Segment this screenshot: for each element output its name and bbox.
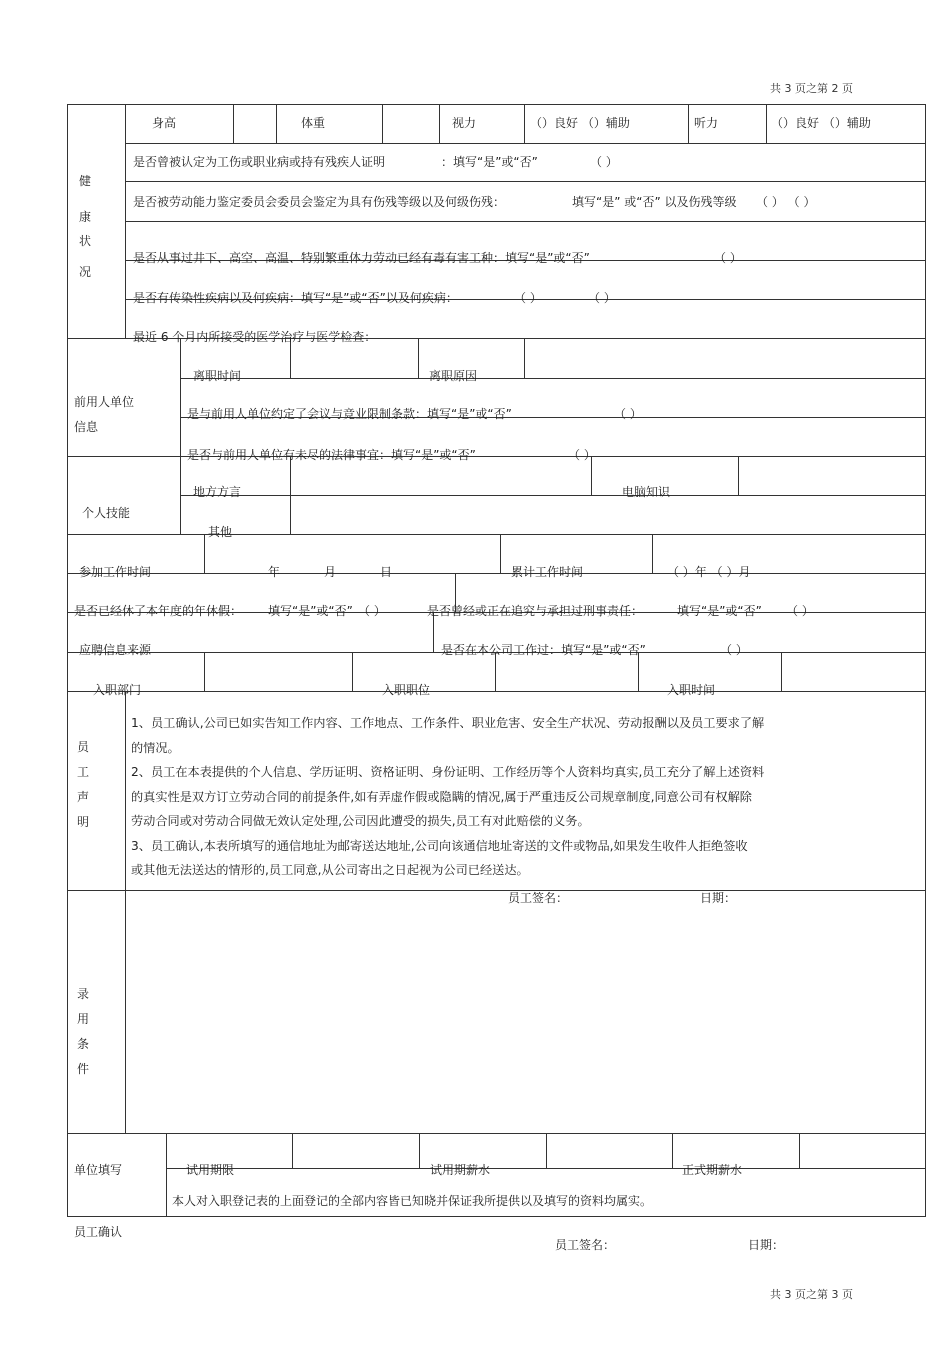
probation-period-field[interactable] <box>294 1135 418 1166</box>
regular-salary-label: 正式期薪水 <box>682 1163 743 1177</box>
disability-instruction: 填写“是” 或“否” 以及伤残等级 <box>572 195 737 209</box>
work-injury-question: 是否曾被认定为工伤或职业病或持有残疾人证明 <box>133 155 386 169</box>
employee-signature-label: 员工签名： <box>555 1238 616 1252</box>
leave-time-field[interactable] <box>292 340 417 376</box>
other-skills-label: 其他 <box>208 525 233 539</box>
legal-matters-question: 是否与前用人单位有未尽的法律事宜：填写“是”或“否” <box>187 448 476 462</box>
hiring-conditions-field[interactable] <box>127 908 924 1132</box>
criminal-liability-answer[interactable]: （ ） <box>786 604 814 618</box>
entry-date-label: 入职时间 <box>667 683 716 697</box>
non-compete-question: 是与前用人单位约定了会议与竞业限制条款：填写“是”或“否” <box>187 407 512 421</box>
criminal-liability-question: 是否曾经或正在追究与承担过刑事责任： <box>427 604 644 618</box>
work-start-label: 参加工作时间 <box>79 565 152 579</box>
entry-department-field[interactable] <box>206 654 351 690</box>
criminal-liability-instruction: 填写“是”或“否” <box>677 604 762 618</box>
infectious-disease-answer[interactable]: （ ） <box>514 291 542 305</box>
employee-signature-field[interactable] <box>615 1230 735 1252</box>
dialect-label: 地方方言 <box>193 485 242 499</box>
job-source-label: 应聘信息来源 <box>79 643 152 657</box>
hearing-label: 听力 <box>694 116 719 130</box>
regular-salary-field[interactable] <box>801 1135 924 1166</box>
page-number-footer: 共 3 页之第 3 页 <box>770 1288 853 1301</box>
health-section-label: 健 康 状 况 <box>78 174 91 279</box>
work-injury-instruction: ：填写“是”或“否” <box>441 155 538 169</box>
hazardous-work-answer[interactable]: （ ） <box>714 251 742 265</box>
annual-leave-answer[interactable]: （ ） <box>358 604 386 618</box>
probation-period-label: 试用期限 <box>186 1163 235 1177</box>
total-work-time-label: 累计工作时间 <box>511 565 584 579</box>
employee-confirmation-label: 员工确认 <box>74 1225 123 1239</box>
worked-here-question: 是否在本公司工作过：填写“是”或“否” <box>441 643 646 657</box>
probation-salary-label: 试用期薪水 <box>430 1163 491 1177</box>
entry-date-field[interactable] <box>783 654 924 690</box>
job-source-field[interactable] <box>206 614 432 650</box>
page-number-header: 共 3 页之第 2 页 <box>770 82 853 95</box>
total-work-time-value[interactable]: （ ）年 （ ）月 <box>667 565 751 579</box>
hazardous-work-question: 是否从事过井下、高空、高温、特别繁重体力劳动已经有毒有害工种：填写“是”或“否” <box>133 251 590 265</box>
annual-leave-question: 是否已经休了本年度的年休假： <box>74 604 243 618</box>
dialect-field[interactable] <box>292 458 590 494</box>
non-compete-answer[interactable]: （ ） <box>614 407 642 421</box>
vision-options[interactable]: （）良好 （）辅助 <box>530 116 630 130</box>
skills-section-label: 个人技能 <box>82 506 131 520</box>
declaration-section-label: 员 工 声 明 <box>76 740 89 829</box>
hiring-conditions-section-label: 录 用 条 件 <box>76 987 89 1076</box>
declaration-date-label: 日期： <box>700 891 737 905</box>
entry-position-label: 入职职位 <box>382 683 431 697</box>
employee-date-field[interactable] <box>784 1230 904 1252</box>
previous-employer-section-label: 前用人单位 信息 <box>74 395 135 434</box>
medical-treatment-question: 最近 6 个月内所接受的医学治疗与医学检查： <box>133 330 377 344</box>
legal-matters-answer[interactable]: （ ） <box>568 448 596 462</box>
disability-answer[interactable]: （ ） （ ） <box>756 195 816 209</box>
infectious-disease-detail[interactable]: （ ） <box>588 291 616 305</box>
computer-skills-label: 电脑知识 <box>622 485 671 499</box>
weight-value-field[interactable] <box>384 106 438 142</box>
work-start-day[interactable]: 日 <box>380 565 393 579</box>
annual-leave-instruction: 填写“是”或“否” <box>268 604 353 618</box>
work-start-month[interactable]: 月 <box>324 565 337 579</box>
unit-fill-section-label: 单位填写 <box>74 1163 123 1177</box>
work-start-year[interactable]: 年 <box>268 565 281 579</box>
leave-reason-label: 离职原因 <box>429 369 478 383</box>
other-skills-field[interactable] <box>292 497 924 533</box>
disability-question: 是否被劳动能力鉴定委员会委员会鉴定为具有伤残等级以及何级伤残： <box>133 195 506 209</box>
probation-salary-field[interactable] <box>548 1135 671 1166</box>
height-label: 身高 <box>152 116 177 130</box>
height-value-field[interactable] <box>235 106 275 142</box>
hearing-options[interactable]: （）良好 （）辅助 <box>771 116 871 130</box>
confirmation-statement: 本人对入职登记表的上面登记的全部内容皆已知晓并保证我所提供以及填写的资料均属实。 <box>172 1194 653 1208</box>
computer-skills-field[interactable] <box>740 458 924 494</box>
entry-position-field[interactable] <box>497 654 637 690</box>
declaration-text: 1、员工确认,公司已如实告知工作内容、工作地点、工作条件、职业危害、安全生产状况、劳动报酬以及员工要求了解 的情况。 2、员工在本表提供的个人信息、学历证明、资格证明、身份证明、工作经历等个人资料均真实,员工充分了解上述资料 的真实性是双方订立劳动合同的前提条件,如有弄虚作假或隐瞒的情况,属于严重违反公司规章制度,同意公司有权解除 劳动合同或对劳动合同做无效认定处理,公司因此遭受的损失,员工有对此赔偿的义务。 3、员工确认,本表所填写的通信地址为邮寄送达地址,公司向该通信地址寄送的文件或物品,如果发生收件人拒绝签收 或其他无法送达的情形的,员工同意,从公司寄出之日起视为公司已经送达。 <box>131 716 765 877</box>
work-injury-answer[interactable]: （ ） <box>590 155 618 169</box>
employee-date-label: 日期： <box>748 1238 785 1252</box>
infectious-disease-question: 是否有传染性疾病以及何疾病：填写“是”或“否”以及何疾病： <box>133 291 458 305</box>
weight-label: 体重 <box>301 116 326 130</box>
entry-department-label: 入职部门 <box>93 683 142 697</box>
leave-time-label: 离职时间 <box>193 369 242 383</box>
worked-here-answer[interactable]: （ ） <box>720 643 748 657</box>
declaration-signature-label: 员工签名： <box>508 891 569 905</box>
vision-label: 视力 <box>452 116 477 130</box>
leave-reason-field[interactable] <box>526 340 924 376</box>
